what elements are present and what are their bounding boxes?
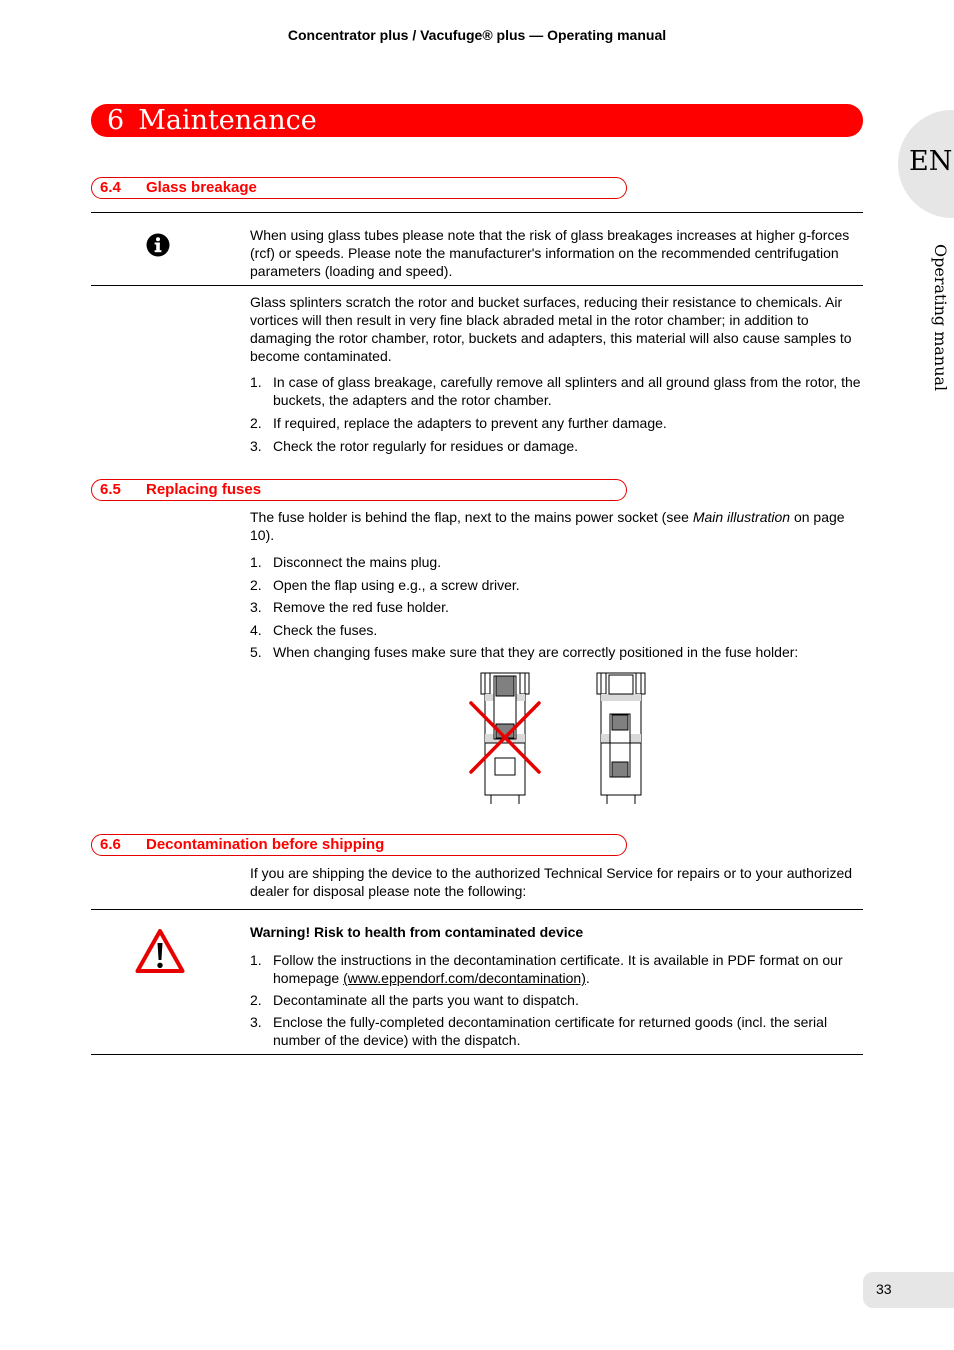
section-heading-decontamination [91, 834, 627, 856]
list-item: 2. Decontaminate all the parts you want to dispatch. [250, 992, 579, 1008]
replacing-fuses-intro: The fuse holder is behind the flap, next to the mains power socket (see Main illustration on page 10). [250, 509, 845, 543]
decontamination-intro: If you are shipping the device to the authorized Technical Service for repairs or to your authorized dealer for disposal please note the following: [250, 865, 853, 899]
decontamination-steps [250, 951, 862, 1049]
glass-breakage-steps [250, 373, 862, 455]
list-item: 1. In case of glass breakage, carefully remove all splinters and all ground glass from the rotor, the buckets, the adapters and the rotor chamber. [250, 374, 861, 408]
section-title: Glass breakage [146, 179, 257, 196]
list-item: 3. Check the rotor regularly for residues or damage. [250, 438, 579, 454]
section-title: Decontamination before shipping [146, 836, 385, 853]
chapter-number: 6 [107, 105, 125, 136]
list-item: 4. Check the fuses. [250, 621, 378, 638]
warning-rule-bottom [91, 1054, 863, 1055]
list-item: 5. When changing fuses make sure that they are correctly positioned in the fuse holder: [250, 644, 799, 660]
section-number: 6.6 [100, 836, 121, 853]
list-item: 1. Disconnect the mains plug. [250, 554, 442, 570]
fuse-holder-illustration [465, 670, 650, 808]
list-item: 3. Enclose the fully-completed decontamination certificate for returned goods (incl. the serial number of the device) with the dispatch. [250, 1014, 828, 1048]
list-item: 2. Open the flap using e.g., a screw driver. [250, 576, 520, 593]
section-heading-replacing-fuses [91, 479, 627, 501]
chapter-title: Maintenance [138, 105, 317, 136]
chapter-title-bar [91, 104, 863, 137]
list-item: 3. Remove the red fuse holder. [250, 599, 449, 615]
warning-triangle-icon [135, 928, 185, 974]
side-label: Operating manual [931, 244, 950, 392]
warning-title: Warning! Risk to health from contaminated device [250, 924, 584, 940]
language-code: EN [909, 146, 953, 177]
section-number: 6.5 [100, 481, 121, 498]
warning-rule-top [91, 909, 863, 910]
fuse-holder-correct [597, 673, 645, 804]
list-item: 1. Follow the instructions in the decontamination certificate. It is available in PDF format on our homepage (www.eppendorf.com/decontamination). [250, 952, 843, 986]
running-header: Concentrator plus / Vacufuge® plus — Operating manual [287, 27, 667, 43]
page-number: 33 [876, 1281, 892, 1297]
note-rule-top [91, 212, 863, 213]
note-rule-bottom [91, 285, 863, 286]
section-title: Replacing fuses [146, 481, 262, 498]
decontamination-link[interactable]: (www.eppendorf.com/decontamination) [343, 970, 586, 986]
info-icon [146, 233, 170, 257]
replacing-fuses-steps [250, 553, 862, 661]
section-heading-glass-breakage [91, 177, 627, 199]
list-item: 2. If required, replace the adapters to prevent any further damage. [250, 415, 667, 431]
glass-breakage-note: When using glass tubes please note that the risk of glass breakages increases at higher g-forces (rcf) or speeds. Please note the manufacturer's information on the recommended centrifugation parameters (loading and speed). [250, 227, 850, 279]
glass-breakage-body: Glass splinters scratch the rotor and bucket surfaces, reducing their resistance to chemicals. Air vortices will then result in very fine black abraded metal in the rotor chamber; in addition to damaging the rotor chamber, rotor, buckets and adapters, this material will also cause samples to become contaminated. [250, 294, 852, 364]
section-number: 6.4 [100, 179, 121, 196]
